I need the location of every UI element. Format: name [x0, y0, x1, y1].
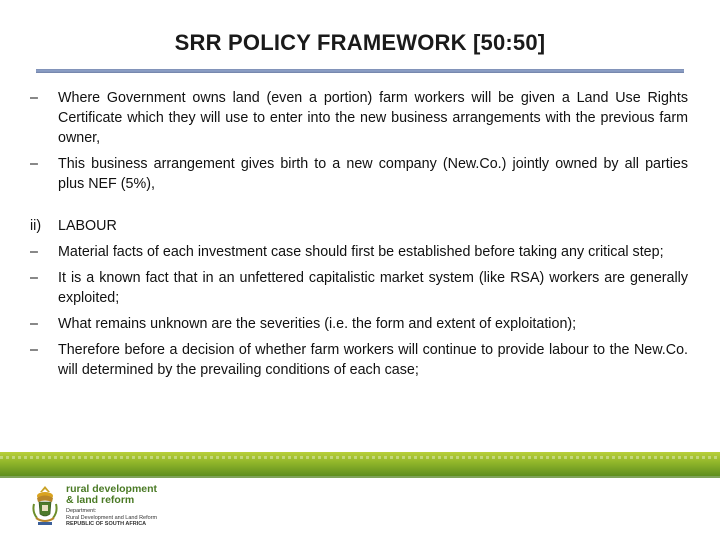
bullet-text: This business arrangement gives birth to a new company (New.Co.) jointly owned by all parties plus NEF (5%),	[58, 156, 688, 192]
bullet-text: What remains unknown are the severities (i.e. the form and extent of exploitation);	[58, 316, 577, 332]
logo-line: rural development	[66, 483, 158, 495]
bullet-item	[30, 268, 688, 308]
section-heading	[30, 216, 688, 236]
bullet-item	[30, 88, 688, 148]
logo-line: Rural Development and Land Reform	[66, 514, 158, 521]
logo-line: REPUBLIC OF SOUTH AFRICA	[66, 521, 147, 527]
bullet-text: It is a known fact that in an unfettered capitalistic market system (like RSA) workers are generally exploited;	[58, 270, 688, 306]
logo-line: Department:	[66, 508, 97, 514]
bullet-dash: –	[30, 316, 38, 332]
bullet-item	[30, 154, 688, 194]
bullet-item	[30, 242, 688, 262]
bullet-dash: –	[30, 156, 38, 172]
bullet-text: Material facts of each investment case should first be established before taking any critical step;	[58, 244, 664, 260]
slide-body	[30, 88, 688, 386]
bullet-item	[30, 340, 688, 380]
bullet-dash: –	[30, 244, 38, 260]
coat-of-arms-icon	[30, 484, 60, 528]
section-number: ii)	[30, 218, 42, 234]
bullet-dash: –	[30, 90, 38, 106]
footer-divider	[0, 476, 720, 478]
bullet-text: Where Government owns land (even a portion) farm workers will be given a Land Use Rights Certificate which they will use to enter into the new business arrangements with the previous farm owner,	[58, 90, 688, 146]
bullet-dash: –	[30, 342, 38, 358]
bullet-dash: –	[30, 270, 38, 286]
bullet-text: Therefore before a decision of whether farm workers will continue to provide labour to the New.Co. will determined by the prevailing conditions of each case;	[58, 342, 688, 378]
logo-line: & land reform	[66, 494, 135, 506]
bullet-item	[30, 314, 688, 334]
logo-text-block	[66, 484, 196, 528]
slide-title: SRR POLICY FRAMEWORK [50:50]	[174, 30, 546, 55]
section-title: LABOUR	[58, 218, 117, 234]
title-underline	[36, 69, 684, 73]
footer-green-band	[0, 452, 720, 476]
